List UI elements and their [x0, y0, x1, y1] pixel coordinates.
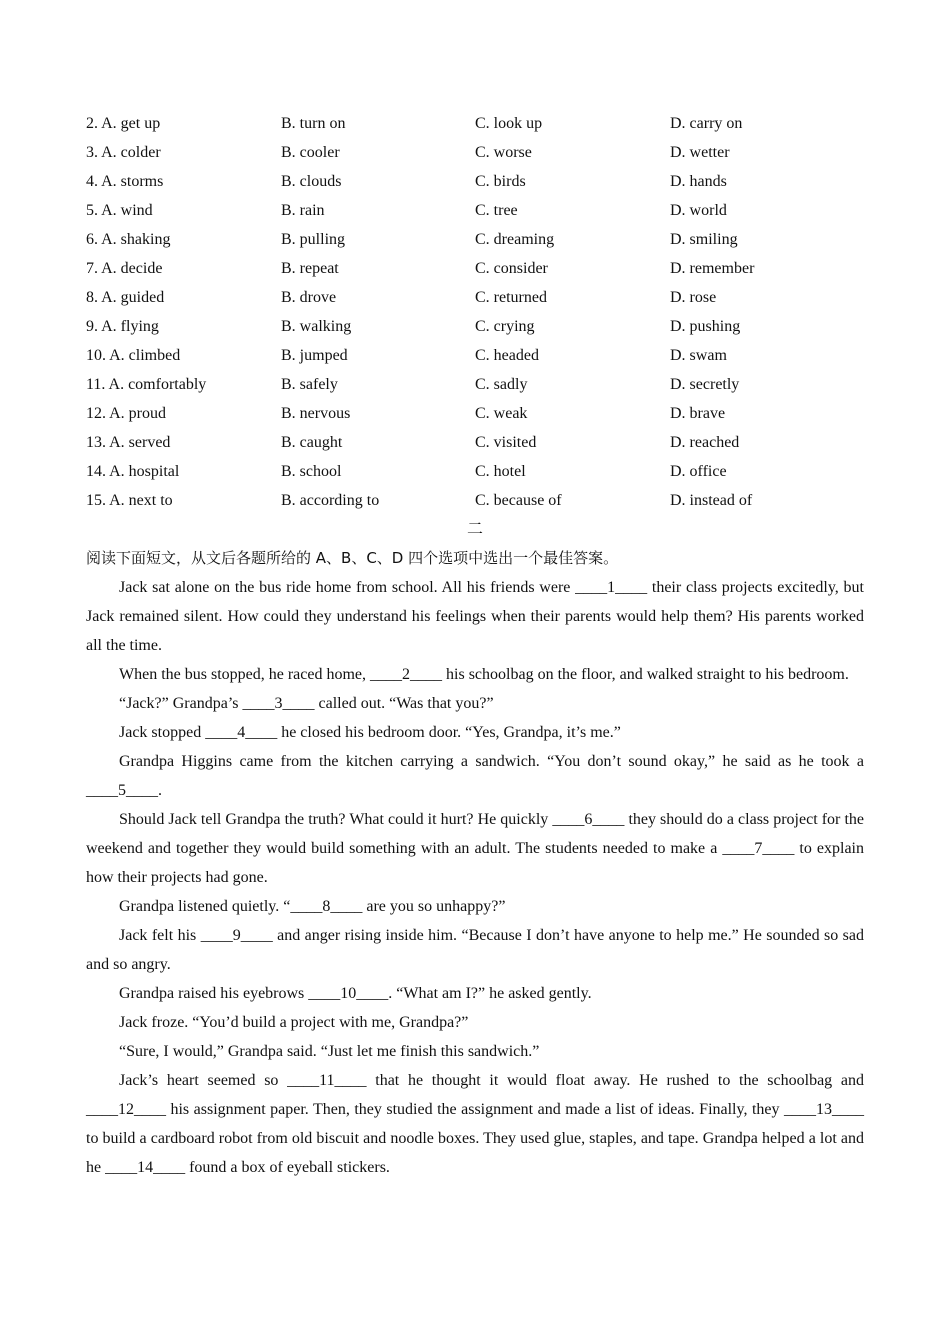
passage-paragraph: Grandpa listened quietly. “____8____ are you so unhappy?” — [119, 898, 506, 915]
option-b: B. jumped — [281, 347, 348, 364]
options-list — [86, 109, 864, 515]
option-a: 9. A. flying — [86, 318, 159, 335]
option-a: 6. A. shaking — [86, 231, 171, 248]
option-a: 7. A. decide — [86, 260, 163, 277]
option-c: C. dreaming — [475, 231, 555, 248]
option-row — [86, 370, 864, 399]
option-d: D. smiling — [670, 231, 738, 248]
option-b: B. cooler — [281, 144, 340, 161]
option-c: C. returned — [475, 289, 547, 306]
option-b: B. safely — [281, 376, 338, 393]
option-d: D. secretly — [670, 376, 740, 393]
option-row — [86, 167, 864, 196]
passage-paragraph: Jack froze. “You’d build a project with me, Grandpa?” — [119, 1014, 469, 1031]
option-c: C. crying — [475, 318, 535, 335]
option-b: B. school — [281, 463, 342, 480]
option-c: C. birds — [475, 173, 526, 190]
instruction-text: 阅读下面短文，从文后各题所给的 A、B、C、D 四个选项中选出一个最佳答案。 — [86, 549, 619, 567]
option-d: D. world — [670, 202, 727, 219]
passage-paragraph: Jack sat alone on the bus ride home from school. All his friends were ____1____ their class projects excitedly, but Jack remained silent. How could they understand his feelings when their parents would help them? His parents worked all the time. — [86, 579, 864, 654]
option-d: D. brave — [670, 405, 726, 422]
option-a: 8. A. guided — [86, 289, 165, 306]
passage-paragraph: When the bus stopped, he raced home, ____2____ his schoolbag on the floor, and walked straight to his bedroom. — [119, 666, 849, 683]
option-b: B. walking — [281, 318, 352, 335]
option-d: D. carry on — [670, 115, 743, 132]
passage-paragraph: Grandpa raised his eyebrows ____10____. “What am I?” he asked gently. — [119, 985, 592, 1002]
option-row — [86, 225, 864, 254]
option-c: C. weak — [475, 405, 528, 422]
option-b: B. rain — [281, 202, 325, 219]
option-c: C. hotel — [475, 463, 526, 480]
passage-paragraph: Jack felt his ____9____ and anger rising inside him. “Because I don’t have anyone to help me.” He sounded so sad and so angry. — [86, 927, 864, 973]
option-c: C. tree — [475, 202, 518, 219]
option-d: D. wetter — [670, 144, 730, 161]
option-c: C. because of — [475, 492, 562, 509]
passage-paragraph: Grandpa Higgins came from the kitchen carrying a sandwich. “You don’t sound okay,” he said as he took a ____5____. — [86, 753, 864, 799]
option-row — [86, 341, 864, 370]
worksheet-page — [86, 109, 864, 1182]
option-d: D. hands — [670, 173, 727, 190]
option-b: B. caught — [281, 434, 343, 451]
option-row — [86, 196, 864, 225]
option-b: B. according to — [281, 492, 380, 509]
passage — [86, 573, 864, 1182]
option-row — [86, 399, 864, 428]
passage-paragraph: “Jack?” Grandpa’s ____3____ called out. “Was that you?” — [119, 695, 494, 712]
option-c: C. worse — [475, 144, 532, 161]
section-heading: 二 — [466, 521, 483, 538]
option-a: 15. A. next to — [86, 492, 173, 509]
option-d: D. pushing — [670, 318, 741, 335]
option-d: D. rose — [670, 289, 717, 306]
option-a: 10. A. climbed — [86, 347, 181, 364]
option-b: B. repeat — [281, 260, 339, 277]
passage-paragraph: Should Jack tell Grandpa the truth? What could it hurt? He quickly ____6____ they should do a class project for the weekend and together they would build something with an adult. The students needed to make a ____7____ to explain how their projects had gone. — [86, 811, 864, 886]
option-b: B. pulling — [281, 231, 346, 248]
option-d: D. remember — [670, 260, 755, 277]
option-a: 3. A. colder — [86, 144, 161, 161]
option-d: D. reached — [670, 434, 740, 451]
option-row — [86, 486, 864, 515]
passage-paragraph: “Sure, I would,” Grandpa said. “Just let me finish this sandwich.” — [119, 1043, 540, 1060]
option-b: B. drove — [281, 289, 337, 306]
option-a: 4. A. storms — [86, 173, 164, 190]
option-b: B. turn on — [281, 115, 346, 132]
option-row — [86, 283, 864, 312]
option-row — [86, 109, 864, 138]
option-row — [86, 428, 864, 457]
option-c: C. visited — [475, 434, 537, 451]
option-a: 2. A. get up — [86, 115, 161, 132]
option-row — [86, 138, 864, 167]
option-a: 5. A. wind — [86, 202, 153, 219]
option-c: C. sadly — [475, 376, 528, 393]
option-row — [86, 312, 864, 341]
passage-paragraph: Jack stopped ____4____ he closed his bedroom door. “Yes, Grandpa, it’s me.” — [119, 724, 621, 741]
option-d: D. office — [670, 463, 727, 480]
option-b: B. clouds — [281, 173, 342, 190]
option-a: 11. A. comfortably — [86, 376, 207, 393]
option-b: B. nervous — [281, 405, 351, 422]
option-a: 13. A. served — [86, 434, 171, 451]
option-a: 12. A. proud — [86, 405, 166, 422]
option-d: D. instead of — [670, 492, 753, 509]
passage-paragraph: Jack’s heart seemed so ____11____ that he thought it would float away. He rushed to the schoolbag and ____12____ his assignment paper. Then, they studied the assignment and made a list of ideas. Finally, they ____13____ to build a cardboard robot from old biscuit and noodle boxes. They used glue, staples, and tape. Grandpa helped a lot and he ____14____ found a box of eyeball stickers. — [86, 1072, 864, 1176]
option-c: C. look up — [475, 115, 543, 132]
option-row — [86, 254, 864, 283]
option-d: D. swam — [670, 347, 727, 364]
option-c: C. headed — [475, 347, 539, 364]
option-a: 14. A. hospital — [86, 463, 180, 480]
option-c: C. consider — [475, 260, 548, 277]
option-row — [86, 457, 864, 486]
